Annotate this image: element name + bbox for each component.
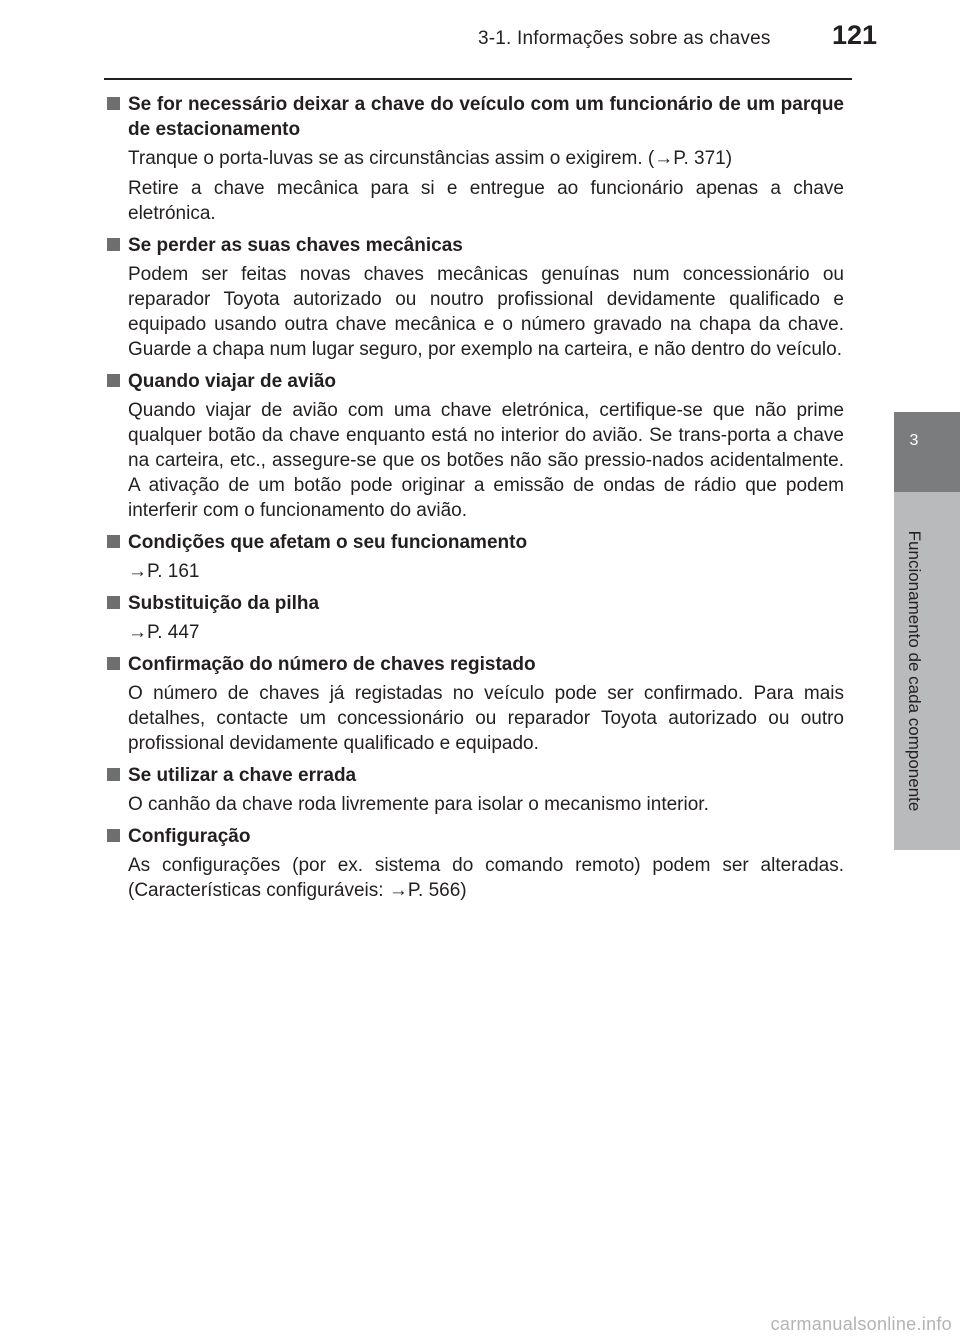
- page-reference: →P. 161: [128, 561, 200, 582]
- section-heading-text: Condições que afetam o seu funcionamento: [128, 532, 528, 553]
- section-paragraph: Podem ser feitas novas chaves mecânicas genuínas num concessionário ou reparador Toyota autorizado ou noutro profissional devidamente qualificado e equipado usando outra chave mecânica e o número gravado na chapa da chave. Guarde a chapa num lugar seguro, por exemplo na carteira, e não dentro do veículo.: [128, 264, 844, 360]
- section-paragraph: O número de chaves já registadas no veículo pode ser confirmado. Para mais detalhes, contacte um concessionário ou reparador Toyota autorizado ou outro profissional devidamente qualificado e equipado.: [128, 683, 844, 754]
- section-air-travel: [106, 369, 844, 523]
- section-heading: [106, 233, 844, 258]
- section-heading: [106, 92, 844, 142]
- chapter-tab: [894, 412, 960, 492]
- section-heading-text: Se for necessário deixar a chave do veículo com um funcionário de um parque de estacionamento: [128, 94, 844, 140]
- section-paragraph: Tranque o porta-luvas se as circunstâncias assim o exigirem. (→P. 371): [128, 148, 733, 169]
- section-heading: [106, 369, 844, 394]
- section-heading-text: Se utilizar a chave errada: [128, 765, 357, 786]
- square-bullet-icon: [107, 657, 120, 670]
- square-bullet-icon: [107, 596, 120, 609]
- chapter-label-container: [894, 492, 934, 850]
- section-paragraph: O canhão da chave roda livremente para isolar o mecanismo interior.: [128, 794, 709, 815]
- section-title: 3-1. Informações sobre as chaves: [478, 28, 771, 49]
- square-bullet-icon: [107, 768, 120, 781]
- chapter-title: Funcionamento de cada componente: [905, 530, 924, 812]
- chapter-number: 3: [909, 432, 919, 449]
- section-heading: [106, 652, 844, 677]
- section-heading-text: Quando viajar de avião: [128, 371, 337, 392]
- section-heading-text: Se perder as suas chaves mecânicas: [128, 235, 463, 256]
- square-bullet-icon: [107, 238, 120, 251]
- section-heading: [106, 530, 844, 555]
- page-reference: →P. 447: [128, 622, 200, 643]
- section-heading: [106, 763, 844, 788]
- header-divider: [104, 78, 852, 80]
- section-heading-text: Substituição da pilha: [128, 593, 320, 614]
- section-heading-text: Confirmação do número de chaves registado: [128, 654, 536, 675]
- square-bullet-icon: [107, 97, 120, 110]
- section-registered-keys: [106, 652, 844, 756]
- section-lost-keys: [106, 233, 844, 362]
- section-heading-text: Configuração: [128, 826, 251, 847]
- page-content: [106, 92, 844, 910]
- section-heading: [106, 824, 844, 849]
- section-customization: [106, 824, 844, 903]
- section-paragraph: Retire a chave mecânica para si e entregue ao funcionário apenas a chave eletrónica.: [128, 178, 844, 224]
- square-bullet-icon: [107, 829, 120, 842]
- section-operating-conditions: [106, 530, 844, 584]
- site-watermark: carmanualsonline.info: [770, 1314, 952, 1334]
- square-bullet-icon: [107, 535, 120, 548]
- page-number: 121: [832, 20, 878, 50]
- section-parking-attendant: [106, 92, 844, 226]
- section-wrong-key: [106, 763, 844, 817]
- section-heading: [106, 591, 844, 616]
- square-bullet-icon: [107, 374, 120, 387]
- section-paragraph: Quando viajar de avião com uma chave eletrónica, certifique-se que não prime qualquer botão da chave enquanto está no interior do avião. Se trans-porta a chave na carteira, etc., assegure-se que os botões não são pressio-nados acidentalmente. A ativação de um botão pode originar a emissão de ondas de rádio que podem interferir com o funcionamento do avião.: [128, 400, 844, 521]
- section-battery-replacement: [106, 591, 844, 645]
- section-paragraph: As configurações (por ex. sistema do comando remoto) podem ser alteradas. (Características configuráveis: →P. 566): [128, 855, 844, 901]
